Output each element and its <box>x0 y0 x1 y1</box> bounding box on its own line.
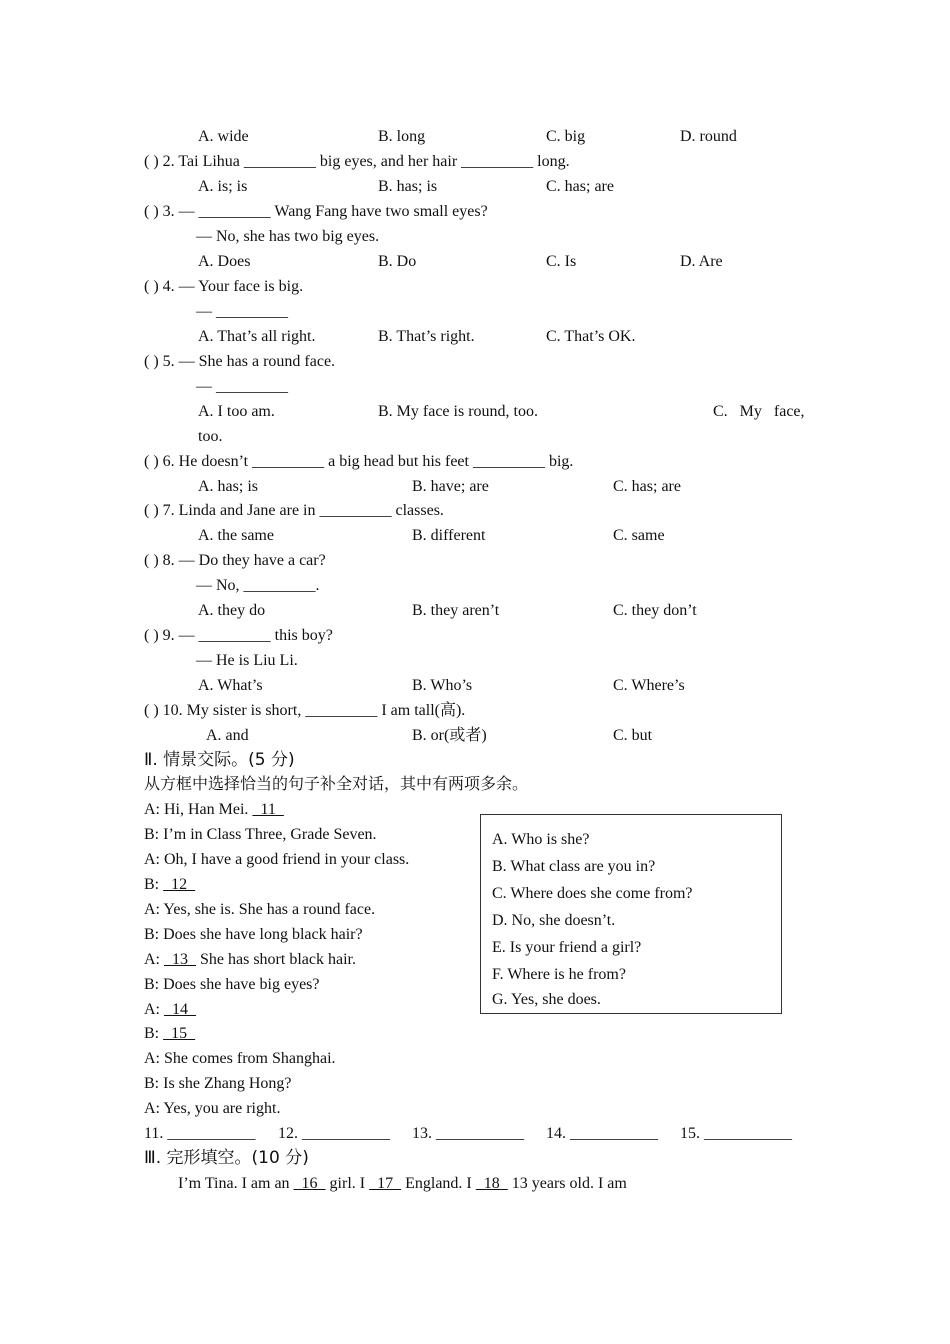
q9-stem: ( ) 9. — _________ this boy? <box>144 627 333 644</box>
q9-reply: — He is Liu Li. <box>196 652 298 669</box>
box-option-c: C. Where does she come from? <box>492 885 693 902</box>
q5-option-c-wrap: too. <box>198 428 223 445</box>
blank-11: 11 <box>252 801 284 818</box>
q7-option-a: A. the same <box>198 527 274 544</box>
q1-option-d: D. round <box>680 128 737 145</box>
q3-option-a: A. Does <box>198 253 251 270</box>
q10-option-a: A. and <box>206 727 249 744</box>
dialogue-line-1: A: Hi, Han Mei. 11 <box>144 801 284 818</box>
q8-stem: ( ) 8. — Do they have a car? <box>144 552 326 569</box>
dialogue-line-6: B: Does she have long black hair? <box>144 926 363 943</box>
dialogue-line-5: A: Yes, she is. She has a round face. <box>144 901 376 918</box>
box-option-b: B. What class are you in? <box>492 858 656 875</box>
q1-option-a: A. wide <box>198 128 249 145</box>
dialogue-line-12: B: Is she Zhang Hong? <box>144 1075 292 1092</box>
q9-option-a: A. What’s <box>198 677 263 694</box>
blank-18: 18 <box>475 1175 508 1192</box>
cloze-line-1: I’m Tina. I am an 16 girl. I 17 England. I 18 13 years old. I am <box>178 1175 627 1192</box>
q7-option-b: B. different <box>412 527 486 544</box>
q5-stem: ( ) 5. — She has a round face. <box>144 353 336 370</box>
answer-blank-14: 14. ___________ <box>546 1125 658 1142</box>
dialogue-line-4: B: 12 <box>144 876 196 893</box>
q2-option-c: C. has; are <box>546 178 614 195</box>
dialogue-line-3: A: Oh, I have a good friend in your class. <box>144 851 410 868</box>
q5-option-c: C. My face, <box>713 403 805 420</box>
dialogue-line-11: A: She comes from Shanghai. <box>144 1050 336 1067</box>
q1-option-b: B. long <box>378 128 426 145</box>
q4-option-a: A. That’s all right. <box>198 328 316 345</box>
box-option-a: A. Who is she? <box>492 831 590 848</box>
q2-option-b: B. has; is <box>378 178 438 195</box>
q9-option-c: C. Where’s <box>613 677 685 694</box>
q6-option-b: B. have; are <box>412 478 489 495</box>
answer-blank-11: 11. ___________ <box>144 1125 256 1142</box>
q7-option-c: C. same <box>613 527 665 544</box>
section-2-title: Ⅱ. 情景交际。(5 分) <box>144 750 295 770</box>
q3-option-d: D. Are <box>680 253 723 270</box>
section-3-title: Ⅲ. 完形填空。(10 分) <box>144 1148 309 1168</box>
q4-stem: ( ) 4. — Your face is big. <box>144 278 304 295</box>
dialogue-line-7: A: 13 She has short black hair. <box>144 951 356 968</box>
blank-14: 14 <box>164 1001 196 1018</box>
blank-12: 12 <box>163 876 196 893</box>
q3-reply: — No, she has two big eyes. <box>196 228 380 245</box>
blank-15: 15 <box>163 1025 196 1042</box>
q2-option-a: A. is; is <box>198 178 248 195</box>
dialogue-line-2: B: I’m in Class Three, Grade Seven. <box>144 826 377 843</box>
answer-blank-13: 13. ___________ <box>412 1125 524 1142</box>
q2-stem: ( ) 2. Tai Lihua _________ big eyes, and her hair _________ long. <box>144 153 570 170</box>
blank-13: 13 <box>164 951 196 968</box>
q8-option-a: A. they do <box>198 602 266 619</box>
q4-option-c: C. That’s OK. <box>546 328 636 345</box>
dialogue-line-10: B: 15 <box>144 1025 196 1042</box>
q7-stem: ( ) 7. Linda and Jane are in _________ classes. <box>144 502 444 519</box>
q3-stem: ( ) 3. — _________ Wang Fang have two small eyes? <box>144 203 488 220</box>
q6-stem: ( ) 6. He doesn’t _________ a big head but his feet _________ big. <box>144 453 574 470</box>
q10-stem: ( ) 10. My sister is short, _________ I am tall(高). <box>144 702 466 719</box>
q10-option-c: C. but <box>613 727 653 744</box>
q3-option-c: C. Is <box>546 253 577 270</box>
q6-option-c: C. has; are <box>613 478 681 495</box>
q5-option-a: A. I too am. <box>198 403 275 420</box>
q8-reply: — No, _________. <box>196 577 320 594</box>
box-option-f: F. Where is he from? <box>492 966 626 983</box>
box-option-g: G. Yes, she does. <box>492 991 601 1008</box>
q8-option-b: B. they aren’t <box>412 602 500 619</box>
answer-blank-12: 12. ___________ <box>278 1125 390 1142</box>
blank-17: 17 <box>369 1175 402 1192</box>
q4-option-b: B. That’s right. <box>378 328 475 345</box>
dialogue-line-13: A: Yes, you are right. <box>144 1100 281 1117</box>
answer-blank-15: 15. ___________ <box>680 1125 792 1142</box>
q4-reply: — _________ <box>196 303 288 320</box>
q5-option-b: B. My face is round, too. <box>378 403 538 420</box>
blank-16: 16 <box>293 1175 326 1192</box>
section-2-instruction: 从方框中选择恰当的句子补全对话，其中有两项多余。 <box>144 776 529 793</box>
dialogue-line-8: B: Does she have big eyes? <box>144 976 320 993</box>
q10-option-b: B. or(或者) <box>412 727 487 744</box>
q8-option-c: C. they don’t <box>613 602 697 619</box>
q9-option-b: B. Who’s <box>412 677 473 694</box>
box-option-e: E. Is your friend a girl? <box>492 939 642 956</box>
options-box <box>480 814 782 1014</box>
dialogue-line-9: A: 14 <box>144 1001 196 1018</box>
q5-reply: — _________ <box>196 378 288 395</box>
box-option-d: D. No, she doesn’t. <box>492 912 616 929</box>
q1-option-c: C. big <box>546 128 586 145</box>
q3-option-b: B. Do <box>378 253 417 270</box>
q6-option-a: A. has; is <box>198 478 258 495</box>
